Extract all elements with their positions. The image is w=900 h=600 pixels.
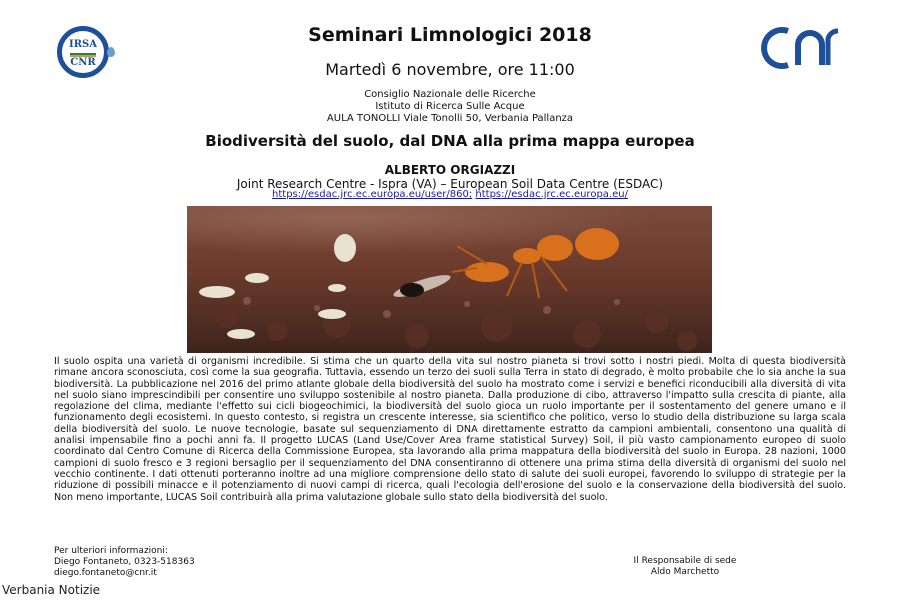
- links-row: [0, 189, 900, 200]
- seminar-title: Seminari Limnologici 2018: [308, 24, 592, 46]
- institution-line: Istituto di Ricerca Sulle Acque: [375, 101, 525, 112]
- seminar-datetime: Martedì 6 novembre, ore 11:00: [325, 60, 575, 79]
- soil-organisms-photo: [187, 206, 712, 353]
- info-heading: Per ulteriori informazioni:: [54, 546, 168, 556]
- abstract-text: Il suolo ospita una varietà di organismi incredibile. Si stima che un quarto della vita sul nostro pianeta si trovi sotto i nostri piedi. Molta di questa biodiversità rimane ancora sconosciuta, così come la sua geografia. Tuttavia, essendo un terzo dei suoli sulla Terra in stato di degrado, è molto probabile che lo sia anche la sua biodiversità. La pubblicazione nel 2016 del primo atlante globale della biodiversità del suolo ha mostrato come i servizi e benefici riconducibili alla diversità di vita nel suolo siano imprescindibili per consentire uno sviluppo sostenibile al nostro pianeta. Dalla produzione di cibo, attraverso l'impatto sulla crescita di piante, alla regolazione del clima, mediante l'effetto sui cicli biogeochimici, la biodiversità del suolo gioca un ruolo importante per il sostentamento del genere umano e il funzionamento degli ecosistemi. In questo contesto, si registra un crescente interesse, sia scientifico che politico, verso lo studio della distribuzione su larga scala della biodiversità del suolo. Le nuove tecnologie, basate sul sequenziamento di DNA direttamente estratto da campioni ambientali, consentono una qualità di analisi impensabile fino a pochi anni fa. Il progetto LUCAS (Land Use/Cover Area frame statistical Survey) Soil, il più vasto campionamento europeo di suolo coordinato dal Centro Comune di Ricerca della Commissione Europea, sta lavorando alla prima mappatura della biodiversità del suolo in Europa. 28 nazioni, 1000 campioni di suolo fresco e 3 regioni bersaglio per il sequenziamento del DNA consentiranno di ottenere una prima stima della diversità di organismi del suolo nel vecchio continente. I dati ottenuti porteranno inoltre ad una migliore comprensione dello stato di salute dei suoli europei, favorendo lo sviluppo di strategie per la riduzione di possibili minacce e il potenziamento di nuovi campi di ricerca, quali l'ecologia dell'erosione del suolo e la conservazione della biodiversità del suolo. Non meno importante, LUCAS Soil contribuirà alla prima valutazione globale sullo stato della biodiversità del suolo.: [54, 356, 846, 503]
- contact-line: Diego Fontaneto, 0323-518363: [54, 557, 195, 567]
- water-drop-icon: [107, 47, 115, 57]
- responsible-name: Aldo Marchetto: [650, 567, 720, 577]
- watermark-text: Verbania Notizie: [2, 583, 101, 597]
- institution-line: Consiglio Nazionale delle Ricerche: [364, 89, 536, 100]
- esdac-user-link[interactable]: https://esdac.jrc.ec.europa.eu/user/860;: [272, 189, 473, 200]
- institution-address: AULA TONOLLI Viale Tonolli 50, Verbania Pallanza: [326, 113, 574, 124]
- contact-email: diego.fontaneto@cnr.it: [54, 568, 157, 578]
- responsible-info: [610, 556, 760, 578]
- speaker-affiliation: Joint Research Centre - Ispra (VA) – European Soil Data Centre (ESDAC): [236, 177, 664, 191]
- logo-cnr-text: CNR: [70, 57, 96, 68]
- logo-irsa-text: IRSA: [69, 39, 97, 50]
- esdac-link[interactable]: https://esdac.jrc.ec.europa.eu/: [475, 189, 628, 200]
- speaker-name: ALBERTO ORGIAZZI: [384, 163, 516, 177]
- contact-info: [54, 546, 195, 579]
- talk-title: Biodiversità del suolo, dal DNA alla prima mappa europea: [205, 132, 695, 150]
- responsible-title: Il Responsabile di sede: [633, 556, 737, 566]
